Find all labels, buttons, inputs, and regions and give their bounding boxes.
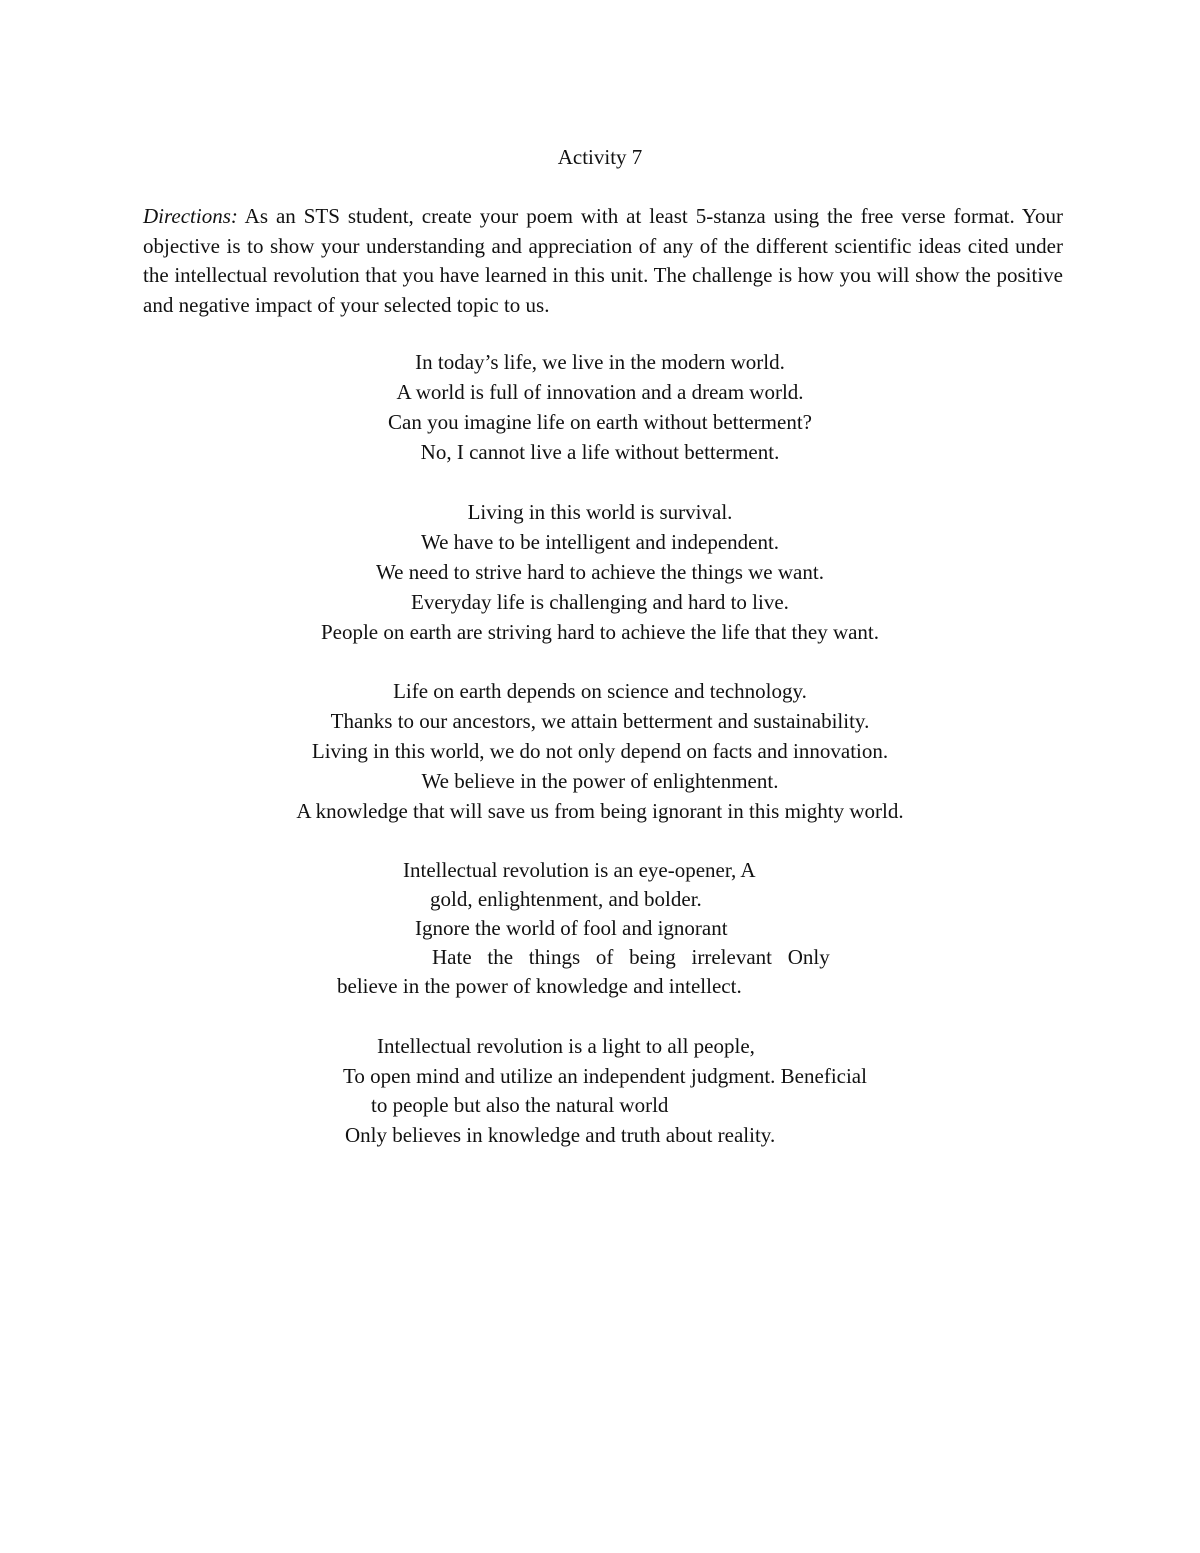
poem-line: A world is full of innovation and a dream world.: [396, 380, 804, 404]
poem-line: We believe in the power of enlightenment.: [421, 769, 779, 793]
directions-paragraph: [143, 202, 1063, 320]
poem-line: To open mind and utilize an independent judgment. Beneficial: [343, 1064, 867, 1088]
poem-line: People on earth are striving hard to achieve the life that they want.: [320, 620, 880, 644]
directions-label: Directions:: [143, 204, 238, 228]
poem-line: Life on earth depends on science and technology.: [393, 679, 807, 703]
poem-line: Living in this world is survival.: [467, 500, 733, 524]
poem-line: In today’s life, we live in the modern world.: [415, 350, 785, 374]
poem-line: Only believes in knowledge and truth about reality.: [345, 1123, 776, 1147]
poem-line: We need to strive hard to achieve the things we want.: [376, 560, 824, 584]
poem-line: gold, enlightenment, and bolder.: [430, 887, 702, 911]
poem-line: Ignore the world of fool and ignorant: [415, 916, 728, 940]
poem-line: Hate the things of being irrelevant Only: [432, 945, 830, 969]
poem-line: believe in the power of knowledge and intellect.: [337, 974, 742, 998]
poem-line: Intellectual revolution is an eye-opener, A: [403, 858, 756, 882]
poem-line: Everyday life is challenging and hard to live.: [411, 590, 789, 614]
poem-line: Intellectual revolution is a light to all people,: [377, 1034, 755, 1058]
poem-line: to people but also the natural world: [371, 1093, 669, 1117]
poem-line: A knowledge that will save us from being ignorant in this mighty world.: [296, 799, 904, 823]
activity-title: Activity 7: [557, 145, 643, 169]
poem-line: Thanks to our ancestors, we attain betterment and sustainability.: [330, 709, 870, 733]
poem-line: We have to be intelligent and independent.: [420, 530, 780, 554]
poem-line: No, I cannot live a life without betterment.: [420, 440, 780, 464]
poem-line: Living in this world, we do not only depend on facts and innovation.: [311, 739, 889, 763]
directions-text: As an STS student, create your poem with at least 5-stanza using the free verse format. Your objective is to show your understanding and appreciation of any of the different scientific ideas cited under the intellectual revolution that you have learned in this unit. The challenge is how you will show the positive and negative impact of your selected topic to us.: [143, 204, 1063, 317]
poem-line: Can you imagine life on earth without betterment?: [388, 410, 812, 434]
